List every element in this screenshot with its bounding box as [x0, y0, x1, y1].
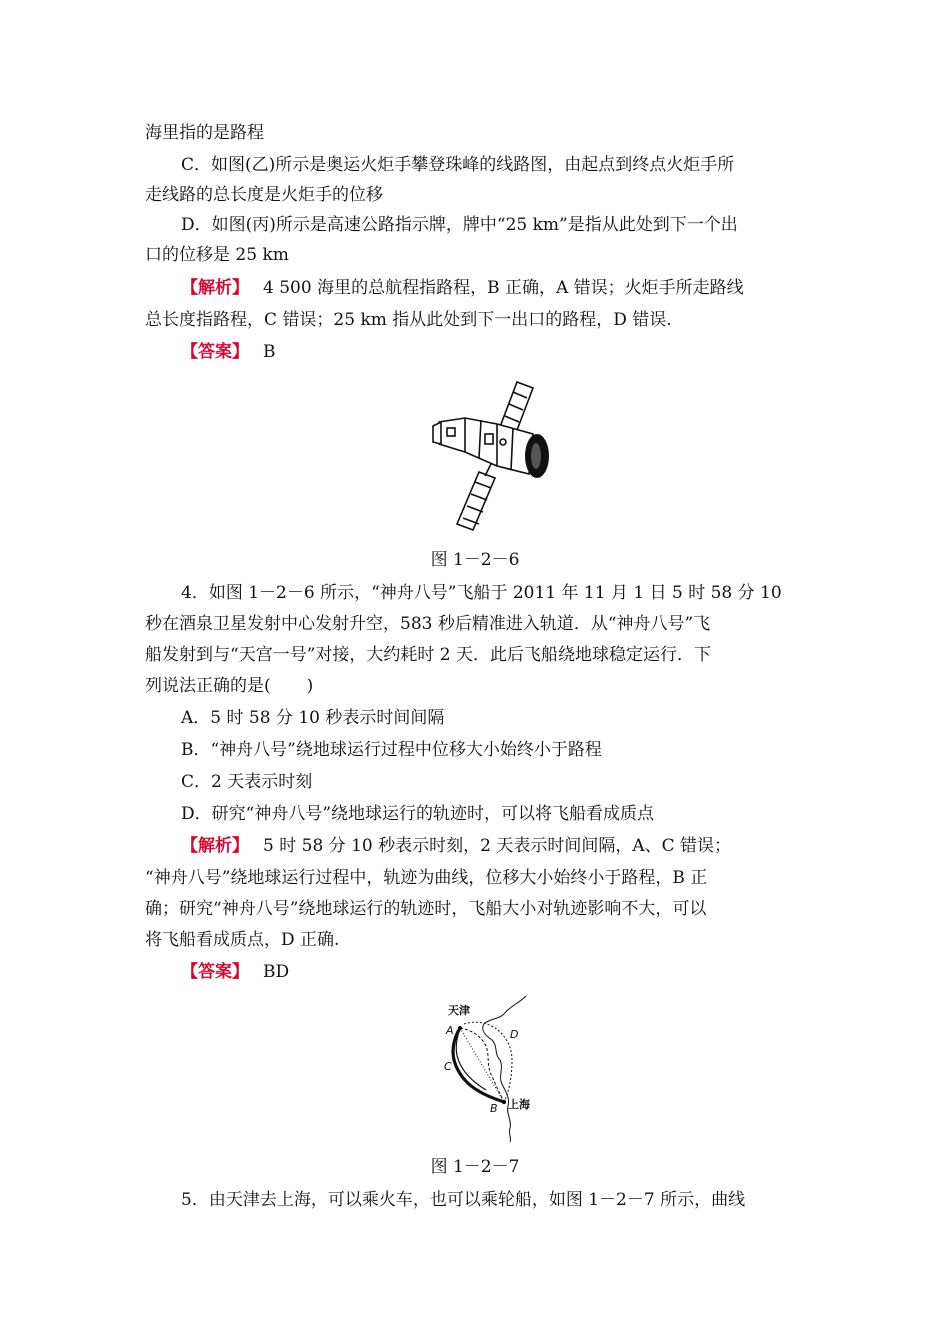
q4-analysis-line1: [181, 836, 810, 856]
point-label-b: B: [490, 1102, 498, 1115]
q4-analysis-line2: “神舟八号”绕地球运行过程中，轨迹为曲线，位移大小始终小于路程，B 正: [145, 868, 708, 888]
point-label-d: D: [510, 1028, 519, 1041]
q4-answer-line: [181, 962, 810, 982]
q4-option-c: C．2 天表示时刻: [181, 772, 313, 792]
q3-analysis-line1: [181, 278, 810, 298]
analysis-tag: 【解析】: [181, 836, 249, 856]
q4-option-d: D．研究“神舟八号”绕地球运行的轨迹时，可以将飞船看成质点: [181, 804, 655, 824]
q4-stem-line3: 船发射到与“天宫一号”对接，大约耗时 2 天．此后飞船绕地球稳定运行．下: [145, 645, 712, 665]
q3-option-d-line2: 口的位移是 25 km: [145, 245, 289, 265]
q4-analysis-line3: 确；研究“神舟八号”绕地球运行的轨迹时，飞船大小对轨迹影响不大，可以: [145, 899, 707, 919]
q3-analysis-text: 4 500 海里的总航程指路程，B 正确，A 错误；火炬手所走路线: [263, 278, 744, 298]
figure-caption: 图 1－2－6: [430, 550, 520, 570]
q4-stem-line2: 秒在酒泉卫星发射中心发射升空，583 秒后精准进入轨道．从“神舟八号”飞: [145, 614, 711, 634]
q3-option-d-line1: D．如图(丙)所示是高速公路指示牌，牌中“25 km”是指从此处到下一个出: [181, 215, 738, 235]
q4-analysis-line4: 将飞船看成质点，D 正确.: [145, 930, 340, 950]
figure-caption: 图 1－2－7: [430, 1157, 520, 1177]
q3-text-line: 海里指的是路程: [145, 123, 264, 143]
q5-stem-line1: 5．由天津去上海，可以乘火车，也可以乘轮船，如图 1－2－7 所示，曲线: [181, 1190, 746, 1210]
q4-stem-text: 列说法正确的是(: [145, 676, 271, 696]
city-label-shanghai: 上海: [508, 1098, 530, 1111]
q4-stem-line1: 4．如图 1－2－6 所示，“神舟八号”飞船于 2011 年 11 月 1 日 5 时 58 分 10: [181, 583, 782, 603]
tianjin-point: [458, 1026, 462, 1030]
q4-option-a: A．5 时 58 分 10 秒表示时间间隔: [181, 708, 445, 728]
q4-answer-value: BD: [263, 962, 290, 982]
shanghai-point: [502, 1100, 506, 1104]
q4-stem-paren: ): [306, 676, 314, 696]
city-label-tianjin: 天津: [448, 1004, 470, 1017]
q3-analysis-line2: 总长度指路程，C 错误；25 km 指从此处到下一出口的路程，D 错误.: [145, 310, 672, 330]
answer-tag: 【答案】: [181, 962, 249, 982]
q3-option-c-line2: 走线路的总长度是火炬手的位移: [145, 185, 383, 205]
point-label-a: A: [446, 1024, 454, 1037]
q4-analysis-text: 5 时 58 分 10 秒表示时刻，2 天表示时间间隔，A、C 错误；: [263, 836, 732, 856]
answer-tag: 【答案】: [181, 342, 249, 362]
q3-answer-line: [181, 342, 810, 362]
analysis-tag: 【解析】: [181, 278, 249, 298]
q3-option-c-line1: C．如图(乙)所示是奥运火炬手攀登珠峰的线路图，由起点到终点火炬手所: [181, 155, 735, 175]
point-label-c: C: [444, 1060, 452, 1073]
q3-answer-value: B: [263, 342, 276, 362]
route-map-figure: [440, 990, 550, 1142]
q4-stem-line4: [145, 676, 810, 696]
q4-option-b: B．“神舟八号”绕地球运行过程中位移大小始终小于路程: [181, 740, 602, 760]
spacecraft-figure: [425, 378, 560, 536]
solar-panel-lower: [457, 472, 495, 530]
